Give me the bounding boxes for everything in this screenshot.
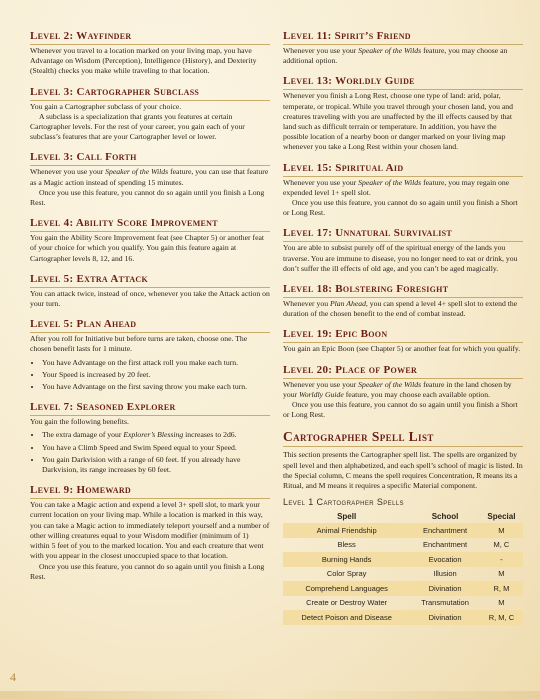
table-cell: M, C [493, 540, 510, 550]
heading-spell-list: Cartographer Spell List [283, 429, 523, 447]
heading-call-forth: Level 3: Call Forth [30, 151, 270, 166]
heading-seasoned-explorer: Level 7: Seasoned Explorer [30, 401, 270, 416]
table-cell: Color Spray [326, 569, 367, 579]
table-header-row [283, 510, 523, 523]
seasoned-explorer-list [30, 430, 270, 475]
table-cell: Divination [410, 581, 480, 596]
table-cell: R, M, C [480, 610, 523, 625]
section-spiritual-aid [283, 162, 523, 219]
heading-spiritual-aid: Level 15: Spiritual Aid [283, 162, 523, 177]
list-item: • You have Advantage on the first saving throw you make each turn. [42, 382, 270, 392]
text-place-of-power-2: Once you use this feature, you cannot do so again until you finish a Short or Long Rest. [283, 400, 518, 420]
plan-ahead-list [30, 358, 270, 393]
column-header: Special [487, 512, 516, 522]
list-item: • You have a Climb Speed and Swim Speed equal to your Speed. [42, 443, 270, 453]
text-asi: You gain the Ability Score Improvement feat (see Chapter 5) or another feat of your choice for which you qualify. You gain this feature again at Cartographer levels 8, 12, and 16. [30, 233, 265, 263]
page-number: 4 [10, 670, 16, 684]
text-homeward-2: Once you use this feature, you cannot do so again until you finish a Long Rest. [30, 561, 265, 581]
text-seasoned-explorer: You gain the following benefits. [30, 417, 129, 427]
table-cell: M [498, 598, 505, 608]
section-unnatural-survivalist [283, 227, 523, 274]
list-item: • You gain Darkvision with a range of 60 feet. If you already have Darkvision, its range increases by 60 feet. [42, 455, 270, 475]
table-cell: Transmutation [421, 598, 469, 608]
heading-worldly-guide: Level 13: Worldly Guide [283, 75, 523, 90]
right-column [283, 30, 523, 634]
section-call-forth [30, 151, 270, 208]
section-worldly-guide [283, 75, 523, 152]
text-spiritual-aid-2: Once you use this feature, you cannot do so again until you finish a Short or Long Rest. [283, 198, 518, 218]
section-epic-boon [283, 328, 523, 354]
table-row [283, 610, 523, 625]
heading-homeward: Level 9: Homeward [30, 484, 270, 499]
text-worldly-guide: Whenever you finish a Long Rest, choose one type of land: arid, polar, temperate, or tropical. While you travel through your chosen land, you and creatures traveling with you are unaffected by the ill effects caused by that land such as difficult terrain or temperature. In addition, you have the possible location of a nearby boon or danger marked on your living map whenever you take a Long Rest within your chosen land. [283, 91, 513, 152]
heading-epic-boon: Level 19: Epic Boon [283, 328, 523, 343]
heading-bolstering-foresight: Level 18: Bolstering Foresight [283, 283, 523, 298]
heading-asi: Level 4: Ability Score Improvement [30, 217, 270, 232]
heading-place-of-power: Level 20: Place of Power [283, 364, 523, 379]
table-row [283, 567, 523, 582]
text-spiritual-aid-1: Whenever you use your Speaker of the Wilds feature, you may regain one expended level 1+ spell slot. [283, 177, 510, 197]
section-spell-list [283, 429, 523, 624]
heading-subclass: Level 3: Cartographer Subclass [30, 86, 270, 101]
heading-plan-ahead: Level 5: Plan Ahead [30, 318, 270, 333]
text-call-forth-1: Whenever you use your Speaker of the Wilds feature, you can use that feature as a Magic action instead of spending 15 minutes. [30, 167, 269, 187]
table-cell: Illusion [433, 569, 457, 579]
table-cell: Bless [337, 540, 356, 550]
list-item: • You have Advantage on the first attack roll you make each turn. [42, 358, 270, 368]
table-cell: Burning Hands [283, 552, 410, 567]
table-row [283, 538, 523, 553]
text-wayfinder: Whenever you travel to a location marked on your living map, you have Advantage on Wisdom (Perception), Intelligence (History), and Dexterity (Stealth) checks you make while traveling to that location. [30, 46, 257, 76]
text-place-of-power-1: Whenever you use your Speaker of the Wilds feature in the land chosen by your Worldly Guide feature, you may choose each available option. [283, 379, 512, 399]
table-cell: - [480, 552, 523, 567]
heading-unnatural-survivalist: Level 17: Unnatural Survivalist [283, 227, 523, 242]
heading-extra-attack: Level 5: Extra Attack [30, 273, 270, 288]
section-place-of-power [283, 364, 523, 421]
table-cell: Divination [410, 610, 480, 625]
section-wayfinder [30, 30, 270, 77]
section-seasoned-explorer [30, 401, 270, 475]
text-bolstering-foresight: Whenever you Plan Ahead, you can spend a level 4+ spell slot to extend the duration of the chosen benefit to the end of combat instead. [283, 299, 518, 319]
heading-spirits-friend: Level 11: Spirit’s Friend [283, 30, 523, 45]
spell-table [283, 510, 523, 625]
table-cell: Enchantment [410, 523, 480, 538]
section-extra-attack [30, 273, 270, 309]
table-cell: R, M [480, 581, 523, 596]
table-cell: M [480, 523, 523, 538]
table-cell: M [498, 569, 505, 579]
table-row [283, 581, 523, 596]
list-item: • The extra damage of your Explorer’s Blessing increases to 2d6. [42, 430, 270, 440]
footer-bar [0, 691, 540, 699]
text-epic-boon: You gain an Epic Boon (see Chapter 5) or another feat for which you qualify. [283, 344, 521, 354]
section-homeward [30, 484, 270, 582]
text-spirits-friend: Whenever you use your Speaker of the Wilds feature, you may choose an additional option. [283, 46, 508, 66]
section-bolstering-foresight [283, 283, 523, 319]
table-cell: Comprehend Languages [283, 581, 410, 596]
text-subclass-2: A subclass is a specialization that grants you features at certain Cartographer levels. For the rest of your career, you gain each of your subclass’s features that are your Cartographer level or lower. [30, 111, 245, 142]
table-cell: Enchantment [422, 540, 468, 550]
list-item: • Your Speed is increased by 20 feet. [42, 370, 270, 380]
section-plan-ahead [30, 318, 270, 392]
text-subclass-1: You gain a Cartographer subclass of your choice. [30, 101, 182, 111]
text-extra-attack: You can attack twice, instead of once, whenever you take the Attack action on your turn. [30, 288, 270, 309]
table-cell: Evocation [410, 552, 480, 567]
text-spell-list: This section presents the Cartographer spell list. The spells are organized by spell level and then alphabetized, and each spell’s school of magic is listed. In the Special column, C means the spell requires Concentration, R means its a Ritual, and M means it requires a specific Material component. [283, 450, 523, 491]
text-plan-ahead: After you roll for Initiative but before turns are taken, choose one. The chosen benefit lasts for 1 minute. [30, 334, 248, 354]
table-cell: Animal Friendship [283, 523, 410, 538]
text-homeward-1: You can take a Magic action and expend a level 3+ spell slot, to mark your current location on your living map. While a location is marked in this way, you can take a Magic action to immediately teleport yourself and a number of other willing creatures equal to your Wisdom modifier (minimum of 1) within 5 feet of you to the marked location. You and each creature that went with you appear in the closest unoccupied space to that location. [30, 500, 270, 561]
section-subclass [30, 86, 270, 143]
table-cell: Detect Poison and Disease [283, 610, 410, 625]
section-spirits-friend [283, 30, 523, 66]
left-column [30, 30, 270, 591]
text-call-forth-2: Once you use this feature, you cannot do so again until you finish a Long Rest. [30, 187, 265, 208]
table-title: Level 1 Cartographer Spells [283, 497, 404, 508]
table-row [283, 596, 523, 611]
section-asi [30, 217, 270, 264]
heading-wayfinder: Level 2: Wayfinder [30, 30, 270, 45]
text-unnatural-survivalist: You are able to subsist purely off of the spiritual energy of the lands you traverse. You are immune to disease, you no longer need to eat or drink, you don’t suffer the ill effects of old age, and you can’t be aged magically. [283, 243, 518, 273]
table-cell: Create or Destroy Water [306, 598, 388, 608]
column-header: Spell [337, 512, 357, 522]
column-header: School [431, 512, 459, 522]
table-row [283, 523, 523, 538]
table-row [283, 552, 523, 567]
